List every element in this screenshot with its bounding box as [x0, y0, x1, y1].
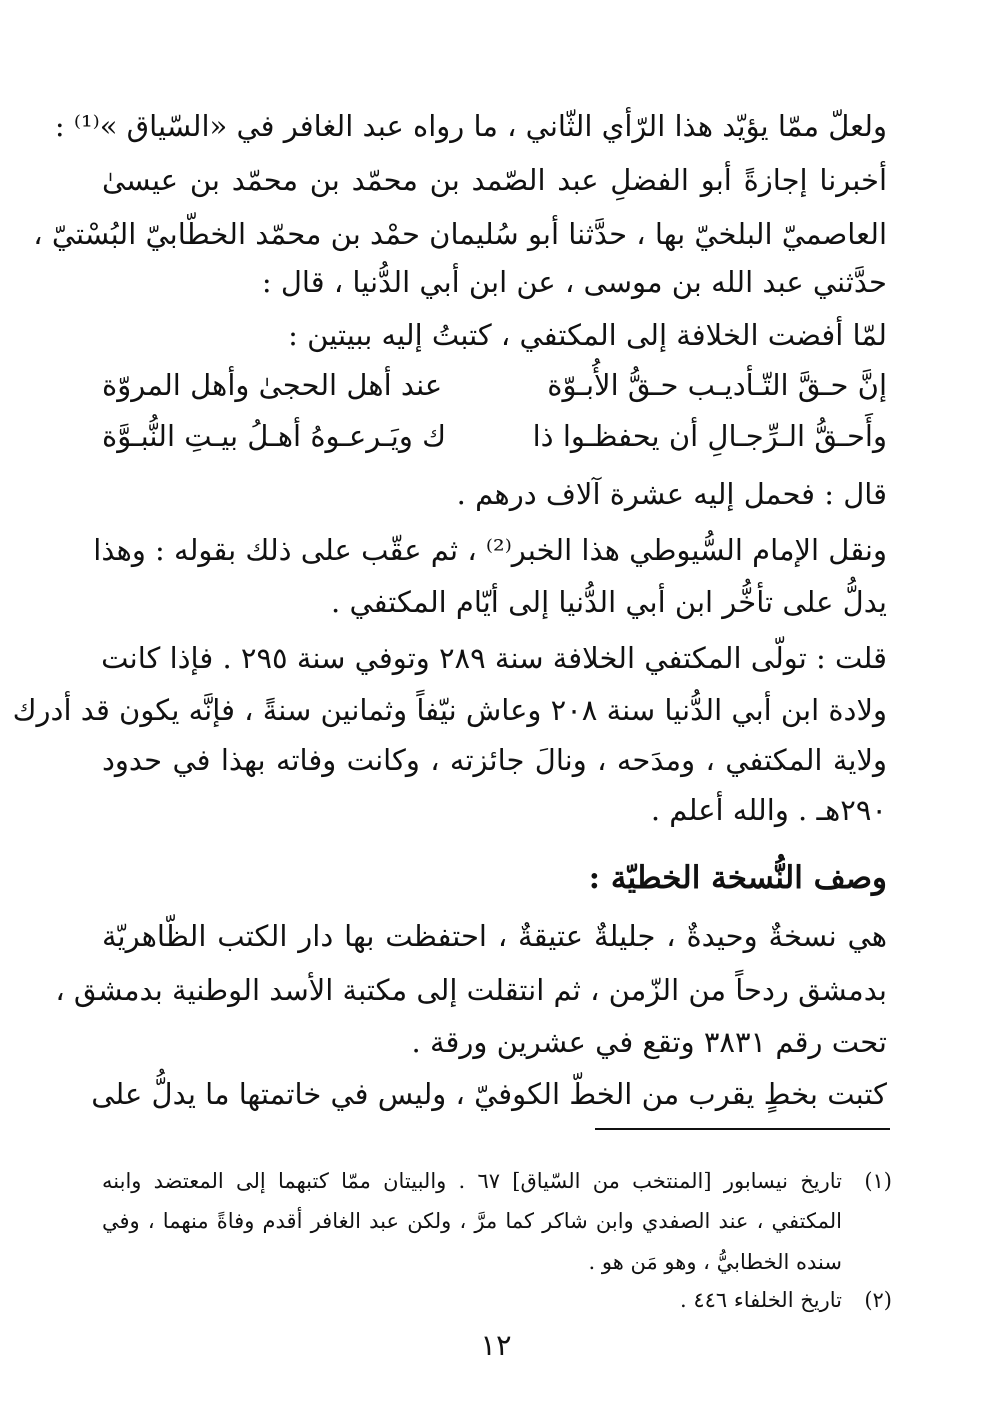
poem-second-hemistich: عند أهل الحجىٰ وأهل المروّة [102, 368, 443, 402]
text-line: تحت رقم ٣٨٣١ وتقع في عشرين ورقة . [411, 1025, 887, 1059]
poem-second-hemistich: ك ويَـرعـوهُ أهـلُ بيـتِ النُّبـوَّة [102, 419, 446, 453]
text-line: ولاية المكتفي ، ومدَحه ، ونالَ جائزته ، وكانت وفاته بهذا في حدود [102, 743, 887, 777]
text-line: كتبت بخطٍ يقرب من الخطّ الكوفيّ ، وليس في خاتمتها ما يدلُّ على [91, 1077, 887, 1111]
poem-first-hemistich: وأَحـقُّ الـرِّجـالِ أن يحفظـوا ذا [532, 419, 887, 453]
text-line: يدلُّ على تأخُّر ابن أبي الدُّنيا إلى أيّام المكتفي . [331, 585, 887, 619]
section-heading: وصف النُّسخة الخطيّة : [588, 860, 887, 896]
text-line: بدمشق ردحاً من الزّمن ، ثم انتقلت إلى مكتبة الأسد الوطنية بدمشق ، [55, 973, 887, 1007]
text-line: ولادة ابن أبي الدُّنيا سنة ٢٠٨ وعاش نيّفاً وثمانين سنةً ، فإنَّه يكون قد أدرك [12, 693, 887, 727]
footnote-line: سنده الخطابيُّ ، وهو مَن هو . [588, 1250, 842, 1274]
text-line: العاصميّ البلخيّ بها ، حدَّثنا أبو سُليمان حمْد بن محمّد الخطّابيّ البُسْتيّ ، [33, 217, 887, 251]
text-line: حدَّثني عبد الله بن موسى ، عن ابن أبي الدُّنيا ، قال : [261, 265, 887, 299]
text-line: هي نسخةٌ وحيدةٌ ، جليلةٌ عتيقةٌ ، احتفظت بها دار الكتب الظّاهريّة [102, 919, 887, 953]
text-line: ولعلّ ممّا يؤيّد هذا الرّأي الثّاني ، ما رواه عبد الغافر في «السّياق »⁽¹⁾ : [54, 109, 887, 143]
text-line: قال : فحمل إليه عشرة آلاف درهم . [456, 477, 887, 511]
text-line: ونقل الإمام السُّيوطي هذا الخبر⁽²⁾ ، ثم عقّب على ذلك بقوله : وهذا [93, 533, 887, 567]
footnote-line: المكتفي ، عند الصفدي وابن شاكر كما مرَّ ، ولكن عبد الغافر أقدم وفاةً منهما ، وفي [102, 1209, 842, 1233]
poem-verse [102, 365, 887, 405]
footnote-number: (١) [864, 1169, 892, 1193]
page-number: ١٢ [480, 1328, 512, 1362]
text-line: ٢٩٠هـ . والله أعلم . [650, 793, 887, 827]
poem-verse [102, 416, 887, 456]
footnote-line: تاريخ نيسابور [المنتخب من السّياق] ٦٧ . والبيتان ممّا كتبهما إلى المعتضد وابنه [102, 1169, 842, 1193]
footnote-separator [595, 1128, 890, 1130]
text-line: قلت : تولّى المكتفي الخلافة سنة ٢٨٩ وتوفي سنة ٢٩٥ . فإذا كانت [101, 641, 887, 675]
text-line: لمّا أفضت الخلافة إلى المكتفي ، كتبتُ إليه ببيتين : [288, 318, 887, 352]
text-line: أخبرنا إجازةً أبو الفضلِ عبد الصّمد بن محمّد بن محمّد بن عيسىٰ [102, 163, 887, 197]
footnote-line: تاريخ الخلفاء ٤٤٦ . [680, 1288, 842, 1312]
footnote-number: (٢) [864, 1288, 892, 1312]
poem-first-hemistich: إنَّ حـقَّ التّـأديـب حـقُّ الأُبـوّة [547, 368, 887, 402]
